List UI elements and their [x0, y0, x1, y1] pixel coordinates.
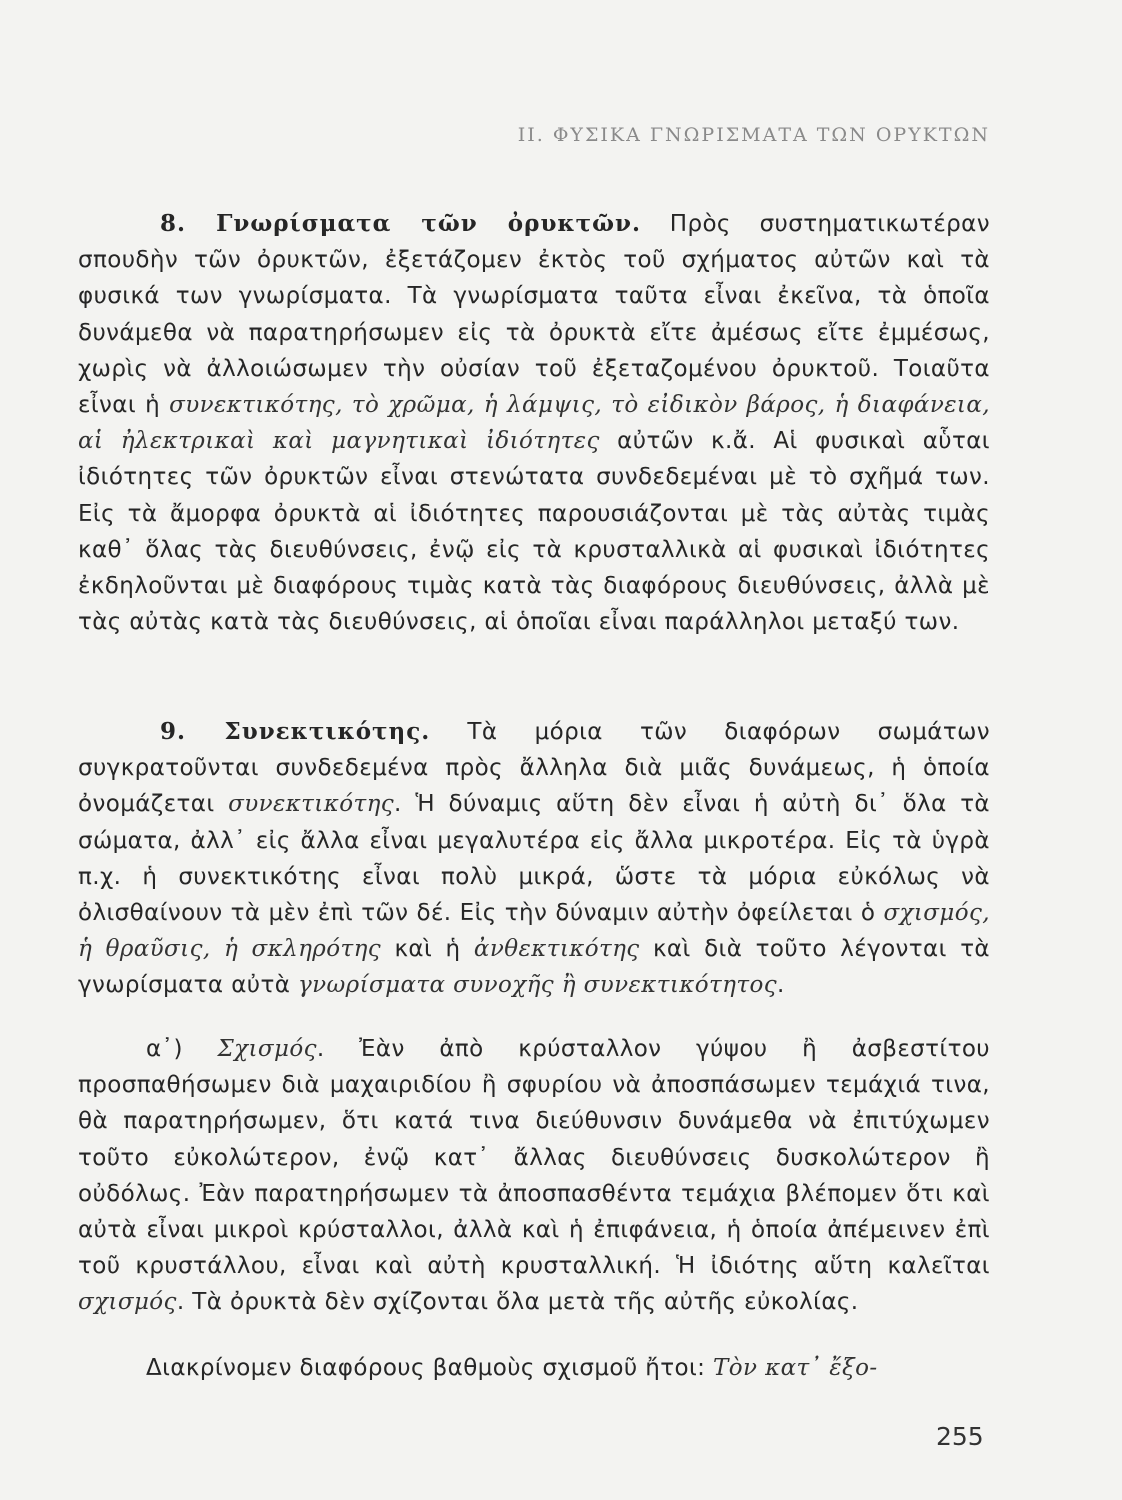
section-9-text-3: καὶ ἡ [381, 936, 474, 963]
subsection-a-text: . Ἐὰν ἀπὸ κρύσταλλον γύψου ἢ ἀσβεστίτου προσπαθήσωμεν διὰ μαχαιριδίου ἢ σφυρίου νὰ ἀποσπάσωμεν τεμάχιά τινα, θὰ παρατηρήσωμεν, ὅτι κατά τινα διεύθυνσιν δυνάμεθα νὰ ἐπιτύχωμεν τοῦτο εὐκολώτερον, ἐνῷ κατ᾽ ἄλλας διευθύνσεις δυσκολώτερον ἢ οὐδόλως. Ἐὰν παρατηρήσωμεν τὰ ἀποσπασθέντα τεμάχια βλέπομεν ὅτι καὶ αὐτὰ εἶναι μικροὶ κρύσταλλοι, ἀλλὰ καὶ ἡ ἐπιφάνεια, ἡ ὁποία ἀπέμεινεν ἐπὶ τοῦ κρυστάλλου, εἶναι καὶ αὐτὴ κρυσταλλική. Ἡ ἰδιότης αὕτη καλεῖται [78, 1036, 990, 1280]
subsection-a-italic: σχισμός [78, 1289, 177, 1316]
subsection-a-text-2: . Τὰ ὀρυκτὰ δὲν σχίζονται ὅλα μετὰ τῆς αὐτῆς εὐκολίας. [176, 1289, 859, 1316]
section-8-heading: Γνωρίσματα τῶν ὀρυκτῶν. [216, 210, 641, 237]
section-9-number: 9. [160, 718, 225, 745]
section-8-text-cont: αὐτῶν κ.ἄ. Αἱ φυσικαὶ αὗται ἰδιότητες τῶν ὀρυκτῶν εἶναι στενώτατα συνδεδεμέναι μὲ τὸ σχῆμά των. Εἰς τὰ ἄμορφα ὀρυκτὰ αἱ ἰδιότητες παρουσιάζονται μὲ τὰς αὐτὰς τιμὰς καθ᾽ ὅλας τὰς διευθύνσεις, ἐνῷ εἰς τὰ κρυσταλλικὰ αἱ φυσικαὶ ἰδιότητες ἐκδηλοῦνται μὲ διαφόρους τιμὰς κατὰ τὰς διαφόρους διευθύνσεις, ἀλλὰ μὲ τὰς αὐτὰς κατὰ τὰς διευθύνσεις, αἱ ὁποῖαι εἶναι παράλληλοι μεταξύ των. [78, 428, 990, 636]
section-9-text-5: . [776, 972, 785, 999]
section-9-italic-2: σχισμός, ἡ θραῦσις, ἡ σκληρότης [78, 900, 990, 963]
running-header: II. ΦΥΣΙΚΑ ΓΝΩΡΙΣΜΑΤΑ ΤΩΝ ΟΡΥΚΤΩΝ [517, 124, 990, 146]
section-9-heading: Συνεκτικότης. [224, 718, 431, 745]
subsection-a-paragraph [78, 1031, 990, 1321]
section-8-text: Πρὸς συστηματικωτέραν σπουδὴν τῶν ὀρυκτῶν, ἐξετάζομεν ἐκτὸς τοῦ σχήματος αὐτῶν καὶ τὰ φυσικά των γνωρίσματα. Τὰ γνωρίσματα ταῦτα εἶναι ἐκεῖνα, τὰ ὁποῖα δυνάμεθα νὰ παρατηρήσωμεν εἰς τὰ ὀρυκτὰ εἴτε ἀμέσως εἴτε ἐμμέσως, χωρὶς νὰ ἀλλοιώσωμεν τὴν οὐσίαν τοῦ ἐξεταζομένου ὀρυκτοῦ. Τοιαῦτα εἶναι ἡ [78, 211, 990, 419]
section-9-italic-3: ἀνθεκτικότης [473, 936, 640, 963]
final-italic: Τὸν κατ᾽ ἔξο- [713, 1355, 878, 1381]
subsection-a-heading: Σχισμός [217, 1036, 317, 1062]
section-9-italic-1: συνεκτικότης [228, 791, 395, 818]
section-8-paragraph [78, 206, 990, 640]
section-9-text: Τὰ μόρια τῶν διαφόρων σωμάτων συγκρατοῦνται συνδεδεμένα πρὸς ἄλληλα διὰ μιᾶς δυνάμεως, ἡ ὁποία ὀνομάζεται [78, 719, 990, 818]
page-number: 255 [936, 1422, 984, 1451]
subsection-a-label: α᾽) [146, 1036, 218, 1062]
section-9-paragraph [78, 714, 990, 1004]
final-paragraph [78, 1350, 990, 1386]
section-8-number: 8. [160, 210, 217, 237]
section-9-text-4: καὶ διὰ τοῦτο λέγονται τὰ γνωρίσματα αὐτὰ [78, 936, 990, 999]
section-9-text-2: . Ἡ δύναμις αὕτη δὲν εἶναι ἡ αὐτὴ δι᾽ ὅλα τὰ σώματα, ἀλλ᾽ εἰς ἄλλα εἶναι μεγαλυτέρα εἰς ἄλλα μικροτέρα. Εἰς τὰ ὑγρὰ π.χ. ἡ συνεκτικότης εἶναι πολὺ μικρά, ὥστε τὰ μόρια εὐκόλως νὰ ὀλισθαίνουν τὰ μὲν ἐπὶ τῶν δέ. Εἰς τὴν δύναμιν αὐτὴν ὀφείλεται ὁ [78, 791, 990, 927]
final-text: Διακρίνομεν διαφόρους βαθμοὺς σχισμοῦ ἤτοι: [146, 1355, 714, 1381]
section-8-italic-terms: συνεκτικότης, τὸ χρῶμα, ἡ λάμψις, τὸ εἰδικὸν βάρος, ἡ διαφάνεια, αἱ ἠλεκτρικαὶ καὶ μαγνητικαὶ ἰδιότητες [78, 392, 990, 455]
section-9-italic-4: γνωρίσματα συνοχῆς ἢ συνεκτικότητος [297, 972, 777, 999]
